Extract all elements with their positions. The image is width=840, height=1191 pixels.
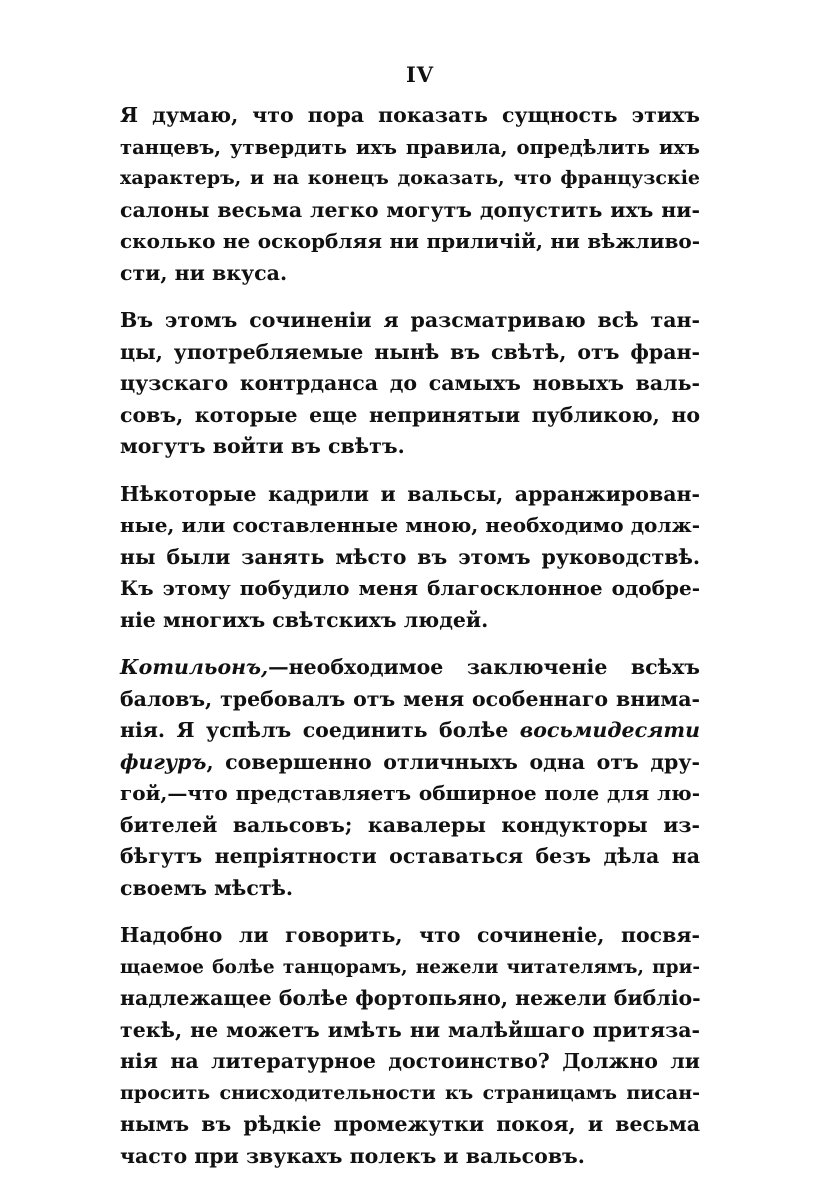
text-line: ніе многихъ свѣтскихъ людей. <box>120 607 489 632</box>
text-line: щаемое болѣе танцорамъ, нежели читателямъ, при- <box>120 956 700 978</box>
paragraph-2 <box>120 305 700 463</box>
paragraph-5 <box>120 920 700 1172</box>
text-line: сти, ни вкуса. <box>120 260 288 285</box>
text-line: бителей вальсовъ; кавалеры кондукторы из- <box>120 812 700 837</box>
text-line: характеръ, и на конецъ доказать, что французскіе <box>120 167 700 189</box>
text-line: танцевъ, утвердить ихъ правила, опредѣлить ихъ <box>120 135 700 159</box>
text-line: ные, или составленные мною, необходимо долж- <box>120 513 700 537</box>
italic-lead: Котильонъ, <box>120 655 269 679</box>
text-line: нія на литературное достоинство? Должно ли <box>120 1049 700 1073</box>
text-line: цы, употребляемые нынѣ въ свѣтѣ, отъ фран- <box>120 339 700 364</box>
text-line: текѣ, не можетъ имѣть ни малѣйшаго притяза- <box>120 1017 700 1042</box>
text-line: бѣгутъ непріятности оставаться безъ дѣла на <box>120 844 700 868</box>
text-line: гой,—что представляетъ обширное поле для лю- <box>120 781 700 805</box>
text-line: сколько не оскорбляя ни приличій, ни вѣжливо- <box>120 229 700 253</box>
paragraph-4 <box>120 652 700 904</box>
text-line: Въ этомъ сочиненіи я разсматриваю всѣ тан- <box>120 308 700 332</box>
text-line <box>120 747 700 779</box>
italic-segment: восьмидесяти <box>519 718 700 742</box>
text-line: ны были занять мѣсто въ этомъ руководствѣ. <box>120 544 700 569</box>
text-line: часто при звукахъ полекъ и вальсовъ. <box>120 1143 585 1168</box>
text-line: Къ этому побудило меня благосклонное одобре- <box>120 576 700 600</box>
italic-segment: фигуръ <box>120 749 207 774</box>
text-line: совъ, которые еще непринятыи публикою, но <box>120 402 700 427</box>
paragraph-1 <box>120 100 700 289</box>
text-line: нымъ въ рѣдкіе промежутки покоя, и весьма <box>120 1112 700 1136</box>
page-body <box>120 100 700 1188</box>
text-segment: нія. Я успѣлъ соединить болѣе <box>120 718 520 742</box>
text-line: Нѣкоторые кадрили и вальсы, арранжирован- <box>120 481 700 506</box>
text-line: просить снисходительности къ страницамъ писан- <box>120 1081 700 1104</box>
text-line: своемъ мѣстѣ. <box>120 875 294 900</box>
text-line: цузскаго контрданса до самыхъ новыхъ валь- <box>120 371 700 395</box>
text-line: Надобно ли говорить, что сочиненіе, посвя- <box>120 923 700 947</box>
page-number: IV <box>405 62 435 87</box>
text-line: могутъ войти въ свѣтъ. <box>120 434 405 458</box>
text-line: салоны весьма легко могутъ допустить ихъ ни- <box>120 197 700 222</box>
text-line: надлежащее болѣе фортопьяно, нежели библіо- <box>120 986 701 1010</box>
text-segment: —необходимое заключеніе всѣхъ <box>268 655 700 679</box>
text-line: баловъ, требовалъ отъ меня особеннаго внима- <box>120 686 700 711</box>
text-line <box>120 715 700 747</box>
text-line <box>120 652 700 684</box>
paragraph-3 <box>120 479 700 637</box>
text-line: Я думаю, что пора показать сущность этихъ <box>120 103 700 127</box>
text-segment: , совершенно отличныхъ одна отъ дру- <box>206 749 700 774</box>
